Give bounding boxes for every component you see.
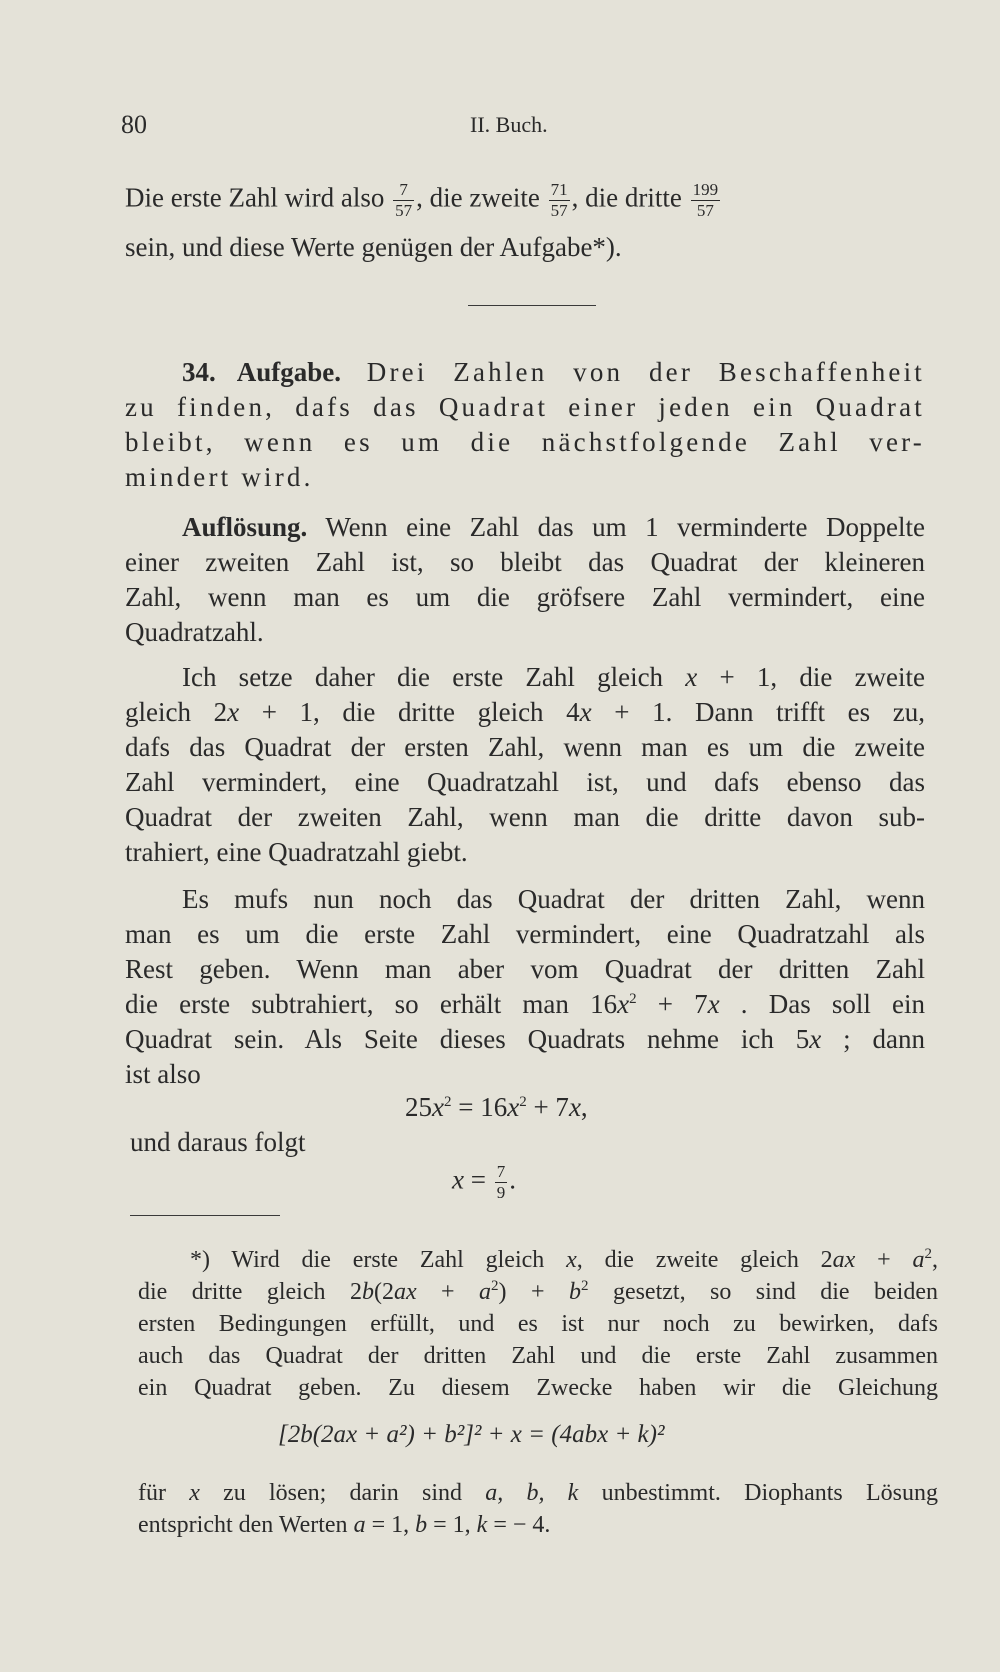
para3-line-3: Rest geben. Wenn man aber vom Quadrat der dritten Zahl (125, 954, 925, 984)
variable-k: k (476, 1512, 488, 1538)
solution-text: Wenn eine Zahl das um 1 verminderte Doppelte (325, 512, 926, 542)
footnote-text: = 1, (427, 1512, 477, 1538)
problem-line-4: mindert wird. (125, 462, 314, 492)
para3-line-4 (125, 987, 925, 1021)
exponent: 2 (519, 1094, 527, 1110)
para2-text: Ich setze daher die erste Zahl gleich (182, 662, 664, 692)
para3-text: ; dann (843, 1024, 925, 1054)
fraction-second (549, 180, 570, 221)
footnote-text: gesetzt, so sind die beiden (612, 1279, 939, 1305)
para3-text: die erste subtrahiert, so erhält man 16 (125, 989, 618, 1019)
footnote-formula: [2b(2ax + a²) + b²]² + x = (4abx + k)² (278, 1421, 665, 1448)
exponent: 2 (924, 1246, 932, 1262)
variable-x: x (809, 1024, 822, 1054)
exponent: 2 (629, 991, 637, 1007)
footnote-text: + (416, 1279, 480, 1305)
footnote-text: für (138, 1480, 166, 1506)
exponent: 2 (491, 1278, 499, 1294)
footnote-text: = − 4. (487, 1512, 551, 1538)
intro-line-2: sein, und diese Werte genügen der Aufgabe*). (125, 232, 622, 262)
eq-term: . (509, 1164, 516, 1195)
footnote-text: ) + (498, 1279, 569, 1305)
variable-b: b (361, 1279, 374, 1305)
solution-label: Auflösung. (182, 512, 308, 542)
para2-line-6: trahiert, eine Quadratzahl giebt. (125, 837, 468, 867)
para3-line-1: Es mufs nun noch das Quadrat der dritten Zahl, wenn (182, 884, 925, 914)
para2-text: + 1, die zweite (719, 662, 926, 692)
para2-line-1 (182, 660, 925, 694)
intro-text-c: , die dritte (571, 182, 682, 213)
section-divider (468, 305, 596, 306)
page-number: 80 (121, 110, 147, 139)
fraction-denominator: 57 (550, 201, 568, 220)
connector-text: und daraus folgt (130, 1127, 306, 1157)
variable-x: x (685, 662, 698, 692)
footnote-text: , (932, 1247, 938, 1273)
problem-line-2: zu finden, dafs das Quadrat einer jeden ein Quadrat (125, 392, 925, 422)
eq-term: 25 (405, 1092, 432, 1122)
footnote-line-5: ein Quadrat geben. Zu diesem Zwecke haben wir die Gleichung (138, 1375, 938, 1401)
footnote-text: (2 (373, 1279, 394, 1305)
equation-1 (405, 1092, 588, 1123)
equation-2 (452, 1162, 516, 1203)
para2-text: gleich 2 (125, 697, 228, 727)
variable-x: x (189, 1480, 200, 1506)
variables-abk: a, b, k (485, 1480, 579, 1506)
footnote-line-1 (190, 1245, 938, 1276)
para3-line-2: man es um die erste Zahl vermindert, eine Quadratzahl als (125, 919, 925, 949)
footnote-line-3: ersten Bedingungen erfüllt, und es ist nur noch zu bewirken, dafs (138, 1311, 938, 1337)
eq-term: , (580, 1092, 588, 1122)
fraction-denominator: 57 (395, 201, 413, 220)
footnote-text: unbestimmt. Diophants Lösung (601, 1480, 938, 1506)
intro-text-a: Die erste Zahl wird also (125, 182, 385, 213)
problem-label: 34. Aufgabe. (182, 357, 342, 387)
para2-line-5: Quadrat der zweiten Zahl, wenn man die dritte davon sub- (125, 802, 925, 832)
problem-line-1 (182, 355, 925, 389)
variable-x: x (507, 1092, 520, 1122)
exponent: 2 (580, 1278, 589, 1294)
para2-line-2 (125, 695, 925, 729)
exponent: 2 (443, 1094, 452, 1110)
fraction-result (495, 1162, 508, 1203)
running-title: II. Buch. (470, 112, 548, 137)
footnote-line-7 (138, 1510, 938, 1541)
intro-line-1 (125, 180, 925, 221)
para3-line-6: ist also (125, 1059, 201, 1089)
variable-x: x (579, 697, 592, 727)
fraction-denominator: 57 (696, 201, 714, 220)
variable-a: a (479, 1279, 492, 1305)
variable-b: b (415, 1512, 428, 1538)
fraction-numerator: 7 (496, 1162, 506, 1181)
para3-text: . Das soll ein (740, 989, 926, 1019)
variable-a: a (353, 1512, 366, 1538)
variable-x: x (227, 697, 240, 727)
variable-x: x (566, 1247, 577, 1273)
para3-text: Quadrat sein. Als Seite dieses Quadrats nehme ich 5 (125, 1024, 810, 1054)
footnote-line-4: auch das Quadrat der dritten Zahl und die erste Zahl zusammen (138, 1343, 938, 1369)
variable-b: b (568, 1279, 581, 1305)
para2-text: + 1, die dritte gleich 4 (261, 697, 580, 727)
solution-line-3: Zahl, wenn man es um die gröfsere Zahl vermindert, eine (125, 582, 925, 612)
footnote-divider (130, 1215, 280, 1216)
footnote-line-6 (138, 1478, 938, 1509)
variable-x: x (432, 1092, 444, 1122)
para3-line-5 (125, 1022, 925, 1056)
fraction-numerator: 7 (393, 180, 414, 201)
footnote-text: *) Wird die erste Zahl gleich (190, 1247, 545, 1273)
variable-x: x (707, 989, 720, 1019)
footnote-text: + (855, 1247, 913, 1273)
solution-line-4: Quadratzahl. (125, 617, 264, 647)
variable-x: x (452, 1164, 464, 1195)
fraction-numerator: 199 (692, 180, 719, 199)
variable-x: x (617, 989, 630, 1019)
eq-term: = (463, 1164, 493, 1195)
solution-line-2: einer zweiten Zahl ist, so bleibt das Quadrat der kleineren (125, 547, 925, 577)
variable-ax: ax (393, 1279, 417, 1305)
eq-term: + 7 (526, 1092, 569, 1122)
fraction-denominator: 9 (496, 1183, 506, 1202)
footnote-line-2 (138, 1277, 938, 1308)
problem-text: Drei Zahlen von der Beschaffenheit (366, 357, 925, 387)
footnote-text: = 1, (365, 1512, 416, 1538)
fraction-first (393, 180, 414, 221)
intro-text-b: , die zweite (416, 182, 540, 213)
variable-x: x (568, 1092, 581, 1122)
variable-ax: ax (832, 1247, 856, 1273)
para3-text: + 7 (657, 989, 708, 1019)
problem-line-3: bleibt, wenn es um die nächstfolgende Zahl ver- (125, 427, 925, 457)
fraction-numerator: 71 (550, 180, 568, 199)
variable-a: a (912, 1247, 925, 1273)
eq-term: = 16 (451, 1092, 508, 1122)
fraction-third (691, 180, 721, 221)
para2-text: + 1. Dann trifft es zu, (614, 697, 926, 727)
footnote-text: zu lösen; darin sind (199, 1480, 486, 1506)
para2-line-3: dafs das Quadrat der ersten Zahl, wenn man es um die zweite (125, 732, 925, 762)
footnote-text: , die zweite gleich 2 (576, 1247, 833, 1273)
para2-line-4: Zahl vermindert, eine Quadratzahl ist, und dafs ebenso das (125, 767, 925, 797)
footnote-text: entspricht den Werten (138, 1512, 354, 1538)
solution-line-1 (182, 510, 925, 544)
footnote-text: die dritte gleich 2 (138, 1279, 362, 1305)
